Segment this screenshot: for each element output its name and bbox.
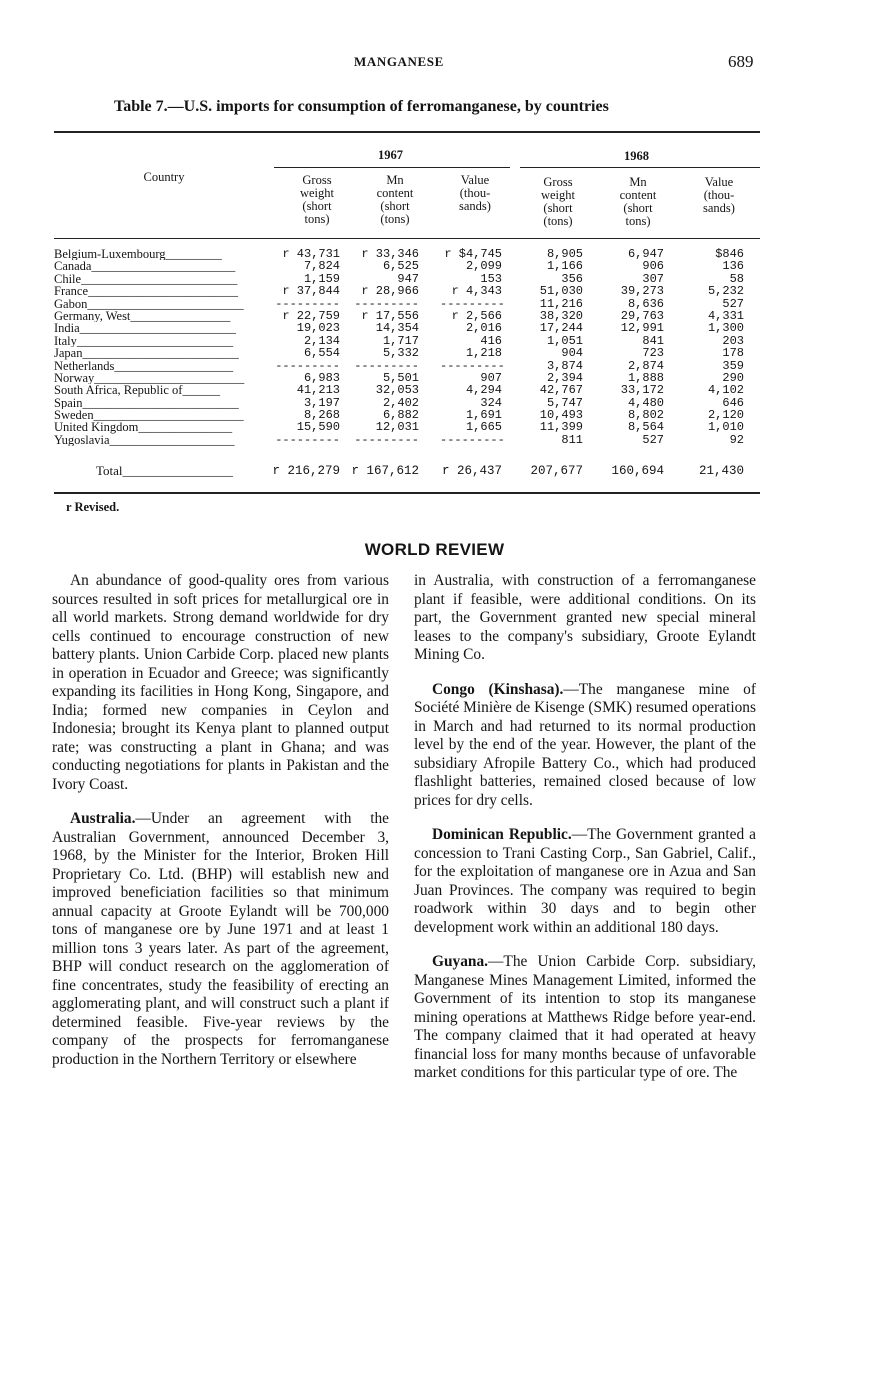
value-1968-cell: 2,120 [707, 408, 744, 423]
table-footnote: r Revised. [66, 500, 120, 514]
country-header: Country [143, 170, 185, 184]
value-1967-cell: 2,099 [465, 259, 502, 274]
country-cell: Sweden________________________ [54, 409, 244, 422]
gross-1967-cell: 7,824 [303, 259, 340, 274]
gross-1968-cell: 811 [561, 432, 583, 447]
mn-1968-column [598, 248, 664, 446]
section-title: WORLD REVIEW [364, 540, 505, 559]
text-congo: —The manganese mine of Société Minière de Kisenge (SMK) resumed operations in March and had returned to its normal production level by the end of the year. However, the plant of the subsidiary Afropile Battery Co., which had produced flashlight batteries, remained closed because of low prices for dry cells. [414, 680, 756, 809]
gross-1968-cell: 38,320 [539, 308, 583, 323]
country-cell: Belgium-Luxembourg_________ [54, 248, 222, 261]
text-guyana: —The Union Carbide Corp. subsidiary, Manganese Mines Management Limited, informed the Government of its intention to stop its manganese mining operations at Matthews Ridge before year-end. The company claimed that it had operated at heavy financial loss for many months because of unfavorable market conditions for this particular type of ore. The [414, 953, 756, 1081]
mn-1968-cell: 527 [642, 432, 664, 447]
mn-1968-cell: 723 [642, 346, 664, 361]
page-number: 689 [728, 52, 754, 71]
value-1968-column [690, 248, 744, 446]
value-1968-cell: 646 [722, 395, 744, 410]
gross-1968-cell: 10,493 [539, 408, 583, 423]
value-1968-cell: 4,331 [707, 308, 744, 323]
heading-congo: Congo (Kinshasa). [432, 680, 564, 698]
mn-1967-cell: 5,501 [382, 370, 419, 385]
gross-1967-cell: --------- [275, 358, 340, 373]
country-cell: United Kingdom_______________ [54, 421, 233, 434]
rule-1967 [274, 167, 510, 168]
gross-1967-cell: 6,554 [303, 346, 340, 361]
value-1968-cell: 1,010 [707, 420, 744, 435]
value-1968-cell: 359 [722, 358, 744, 373]
mn-1968-cell: 6,947 [627, 247, 664, 261]
heading-guyana: Guyana. [432, 953, 489, 970]
country-cell: Yugoslavia____________________ [54, 433, 235, 447]
value-1968-cell: 58 [729, 271, 744, 286]
total-mn-1967: r 167,612 [351, 464, 419, 478]
country-cell: Spain_________________________ [54, 396, 239, 410]
value-1967-column [440, 247, 505, 447]
gross-1968-cell: 5,747 [546, 395, 583, 410]
header-value-1968: Value (thou- sands) [703, 175, 735, 215]
table-header-rule [54, 238, 760, 239]
gross-1967-cell: --------- [275, 432, 340, 447]
gross-1967-cell: 2,134 [303, 333, 340, 348]
total-mn-1968: 160,694 [611, 464, 664, 478]
country-cell: Canada_______________________ [54, 260, 236, 273]
header-value-1967: Value (thou- sands) [459, 173, 491, 213]
total-row [0, 463, 869, 479]
value-1967-cell: --------- [440, 358, 505, 373]
gross-1967-cell: 8,268 [303, 408, 340, 423]
gross-1968-cell: 904 [561, 346, 583, 361]
table-bottom-rule [54, 492, 760, 494]
value-1968-cell: 92 [729, 432, 744, 447]
value-1967-cell: 416 [480, 333, 502, 348]
header-mn-1967: Mn content (short (tons) [376, 173, 414, 226]
country-cell: Gabon_________________________ [54, 297, 244, 310]
gross-1967-cell: 15,590 [296, 420, 340, 435]
gross-1967-cell: 41,213 [296, 383, 340, 398]
header-gross-1968: Gross weight (short (tons) [540, 175, 576, 228]
value-1968-cell: 5,232 [707, 284, 744, 299]
country-cell: Italy_________________________ [54, 334, 234, 348]
header-mn-1968: Mn content (short tons) [619, 175, 657, 228]
paragraph-guyana [414, 953, 756, 1083]
mn-1967-cell: 947 [397, 271, 419, 286]
value-1967-cell: 4,294 [465, 383, 502, 398]
gross-1968-cell: 2,394 [546, 370, 583, 385]
rule-1968 [520, 167, 760, 168]
gross-1967-cell: 19,023 [296, 321, 340, 336]
value-1968-cell: 178 [722, 346, 744, 361]
gross-1967-cell: 3,197 [303, 395, 340, 410]
country-cell: Germany, West________________ [54, 309, 231, 323]
mn-1967-cell: 14,354 [375, 321, 419, 336]
mn-1967-cell: --------- [354, 296, 419, 311]
country-cell: India_________________________ [54, 322, 236, 335]
gross-1967-cell: r 22,759 [282, 308, 340, 323]
value-1968-cell: 290 [722, 370, 744, 385]
gross-1967-cell: r 43,731 [282, 247, 340, 261]
header-gross-1967: Gross weight (short tons) [299, 173, 335, 226]
mn-1968-cell: 33,172 [620, 383, 664, 398]
text-australia: —Under an agreement with the Australian Government, announced December 3, 1968, by the Minister for the Interior, Broken Hill Proprietary Co. Ltd. (BHP) will establish new and improved beneficiation facilities so that minimum annual capacity at Groote Eylandt will be 700,000 tons of manganese ore by June 1971 and at least 1 million tons 3 years later. As part of the agreement, BHP will conduct research on the agglomeration of fine concentrates, study the feasibility of erecting an agglomerating plant, and will construct such a plant if determined feasible. Five-year reviews by the company of the prospects for ferromanganese production in the Northern Territory or elsewhere [52, 810, 389, 1068]
value-1967-cell: 153 [480, 271, 502, 286]
value-1968-cell: $846 [715, 247, 744, 261]
mn-1968-cell: 2,874 [627, 358, 664, 373]
value-1967-cell: 2,016 [465, 321, 502, 336]
mn-1967-cell: 6,882 [382, 408, 419, 423]
year-1967: 1967 [378, 148, 403, 162]
heading-australia: Australia. [70, 810, 136, 827]
mn-1968-cell: 12,991 [620, 321, 664, 336]
country-cell: Japan_________________________ [54, 347, 239, 360]
paragraph-intro: An abundance of good-quality ores from various sources resulted in soft prices for metallurgical ore in all world markets. Strong demand worldwide for dry cells continued to encourage construction of new battery plants. Union Carbide Corp. placed new plants in operation in Ecuador and Greece; was significantly expanding its facilities in Hong Kong, Singapore, and India; formed new companies in Ceylon and Indonesia; brought its Kenya plant to planned output rate; was constructing a plant in Ghana; and was conducting negotiations for plants in Pakistan and the Ivory Coast. [52, 572, 389, 793]
value-1967-cell: 907 [480, 370, 502, 385]
total-label: Total_________________ [96, 463, 234, 478]
mn-1968-cell: 307 [642, 271, 664, 286]
gross-1968-cell: 356 [561, 271, 583, 286]
right-column [414, 572, 756, 1083]
mn-1967-cell: 2,402 [382, 395, 419, 410]
mn-1967-cell: 12,031 [375, 420, 419, 435]
gross-1967-cell: --------- [275, 296, 340, 311]
mn-1968-cell: 1,888 [627, 370, 664, 385]
value-1967-cell: 1,665 [465, 420, 502, 435]
mn-1967-cell: --------- [354, 432, 419, 447]
total-value-1967: r 26,437 [441, 464, 502, 478]
value-1968-cell: 203 [722, 333, 744, 348]
gross-1968-cell: 11,216 [539, 296, 583, 311]
heading-dominican: Dominican Republic. [432, 826, 572, 843]
gross-1968-cell: 42,767 [539, 383, 583, 398]
mn-1967-cell: r 28,966 [361, 284, 419, 299]
year-1968: 1968 [624, 149, 649, 163]
gross-1968-cell: 1,051 [546, 333, 583, 348]
value-1968-cell: 1,300 [707, 321, 744, 336]
running-title: MANGANESE [354, 54, 444, 69]
country-cell: South Africa, Republic of______ [54, 384, 220, 397]
value-1967-cell: 1,691 [465, 408, 502, 423]
paragraph-australia-cont: in Australia, with construction of a ferromanganese plant if feasible, were additional conditions. On its part, the Government granted new special mineral leases to the company's subsidiary, Groote Eylandt Mining Co. [414, 572, 756, 663]
gross-1968-cell: 3,874 [546, 358, 583, 373]
mn-1968-cell: 8,636 [627, 296, 664, 311]
country-column [54, 248, 264, 446]
mn-1967-cell: r 33,346 [361, 247, 419, 261]
gross-1968-cell: 17,244 [539, 321, 583, 336]
mn-1967-cell: 32,053 [375, 383, 419, 398]
paragraph-australia [52, 810, 389, 1069]
mn-1967-cell: 6,525 [382, 259, 419, 274]
mn-1968-cell: 8,802 [627, 408, 664, 423]
mn-1967-cell: 1,717 [382, 333, 419, 348]
value-1968-cell: 527 [722, 296, 744, 311]
value-1967-cell: --------- [440, 296, 505, 311]
paragraph-dominican [414, 826, 756, 937]
mn-1967-column [346, 248, 419, 446]
mn-1968-cell: 29,763 [620, 308, 664, 323]
gross-1968-column [520, 248, 583, 446]
value-1967-cell: 324 [480, 395, 502, 410]
value-1968-cell: 4,102 [707, 383, 744, 398]
text-dominican: —The Government granted a concession to Trani Casting Corp., San Gabriel, Calif., for the exploitation of manganese ore in Azua and San Juan Provinces. The company was required to begin roadwork within 30 days and to begin other development work within an additional 180 days. [414, 826, 756, 936]
country-cell: France________________________ [54, 285, 239, 298]
gross-1967-cell: 1,159 [303, 271, 340, 286]
country-cell: Netherlands___________________ [54, 359, 234, 372]
mn-1968-cell: 4,480 [627, 395, 664, 410]
mn-1968-cell: 906 [642, 259, 664, 274]
table-top-rule [54, 131, 760, 133]
mn-1968-cell: 39,273 [620, 284, 664, 299]
mn-1967-cell: r 17,556 [361, 308, 419, 323]
mn-1968-cell: 8,564 [627, 420, 664, 435]
gross-1968-cell: 8,905 [546, 247, 583, 261]
gross-1968-cell: 1,166 [546, 259, 583, 274]
value-1968-cell: 136 [722, 259, 744, 274]
value-1967-cell: r 4,343 [451, 284, 502, 299]
mn-1967-cell: 5,332 [382, 346, 419, 361]
total-gross-1967: r 216,279 [272, 464, 340, 478]
country-cell: Chile_________________________ [54, 272, 238, 286]
total-value-1968: 21,430 [698, 464, 744, 478]
table-title: Table 7.—U.S. imports for consumption of ferromanganese, by countries [114, 98, 609, 115]
gross-1967-column [270, 248, 340, 446]
gross-1968-cell: 51,030 [539, 284, 583, 299]
gross-1967-cell: r 37,844 [282, 284, 340, 299]
country-cell: Norway________________________ [54, 371, 245, 385]
left-column [52, 572, 389, 1069]
value-1967-cell: r $4,745 [444, 247, 502, 261]
gross-1967-cell: 6,983 [303, 370, 340, 385]
total-gross-1968: 207,677 [530, 464, 583, 478]
value-1967-cell: r 2,566 [451, 308, 502, 323]
value-1967-cell: --------- [440, 432, 505, 447]
value-1967-cell: 1,218 [465, 346, 502, 361]
mn-1968-cell: 841 [642, 333, 664, 348]
mn-1967-cell: --------- [354, 358, 419, 373]
paragraph-congo [414, 681, 756, 811]
gross-1968-cell: 11,399 [539, 420, 583, 435]
running-head [0, 52, 869, 74]
